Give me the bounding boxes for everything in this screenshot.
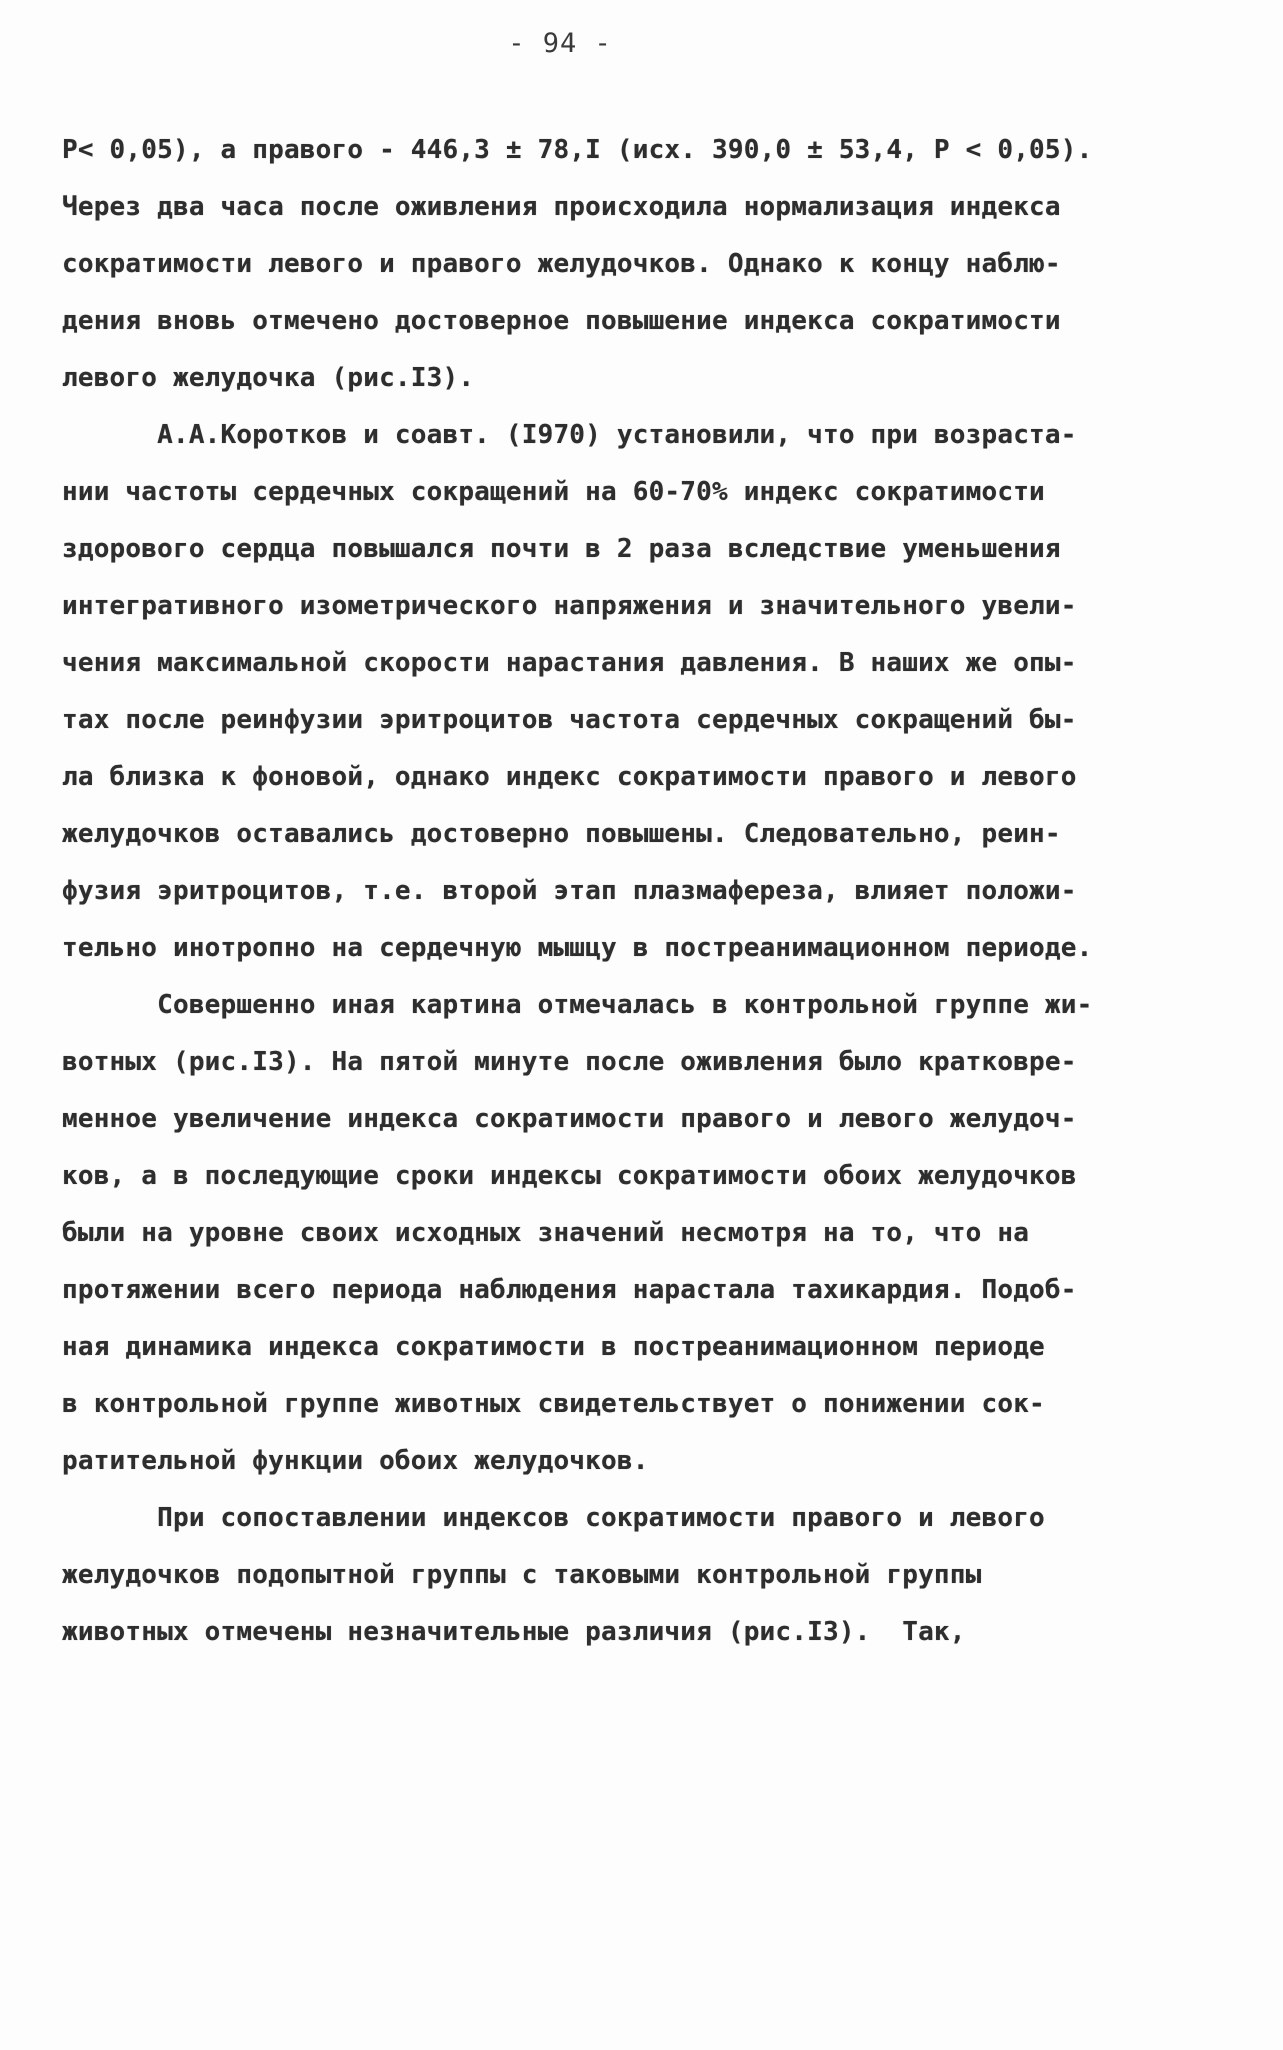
text-line: вотных (рис.I3). На пятой минуте после оживления было кратковре-	[62, 1047, 1077, 1077]
text-line: желудочков оставались достоверно повышены. Следовательно, реин-	[62, 819, 1061, 849]
text-line: фузия эритроцитов, т.е. второй этап плазмафереза, влияет положи-	[62, 876, 1077, 906]
text-line: Совершенно иная картина отмечалась в контрольной группе жи-	[62, 990, 1093, 1020]
text-line: ратительной функции обоих желудочков.	[62, 1446, 649, 1476]
text-line: дения вновь отмечено достоверное повышение индекса сократимости	[62, 306, 1061, 336]
text-line: протяжении всего периода наблюдения нарастала тахикардия. Подоб-	[62, 1275, 1077, 1305]
text-line: интегративного изометрического напряжения и значительного увели-	[62, 591, 1077, 621]
text-line: сократимости левого и правого желудочков. Однако к концу наблю-	[62, 249, 1061, 279]
document-text-body	[62, 122, 1202, 1661]
text-line: в контрольной группе животных свидетельствует о понижении сок-	[62, 1389, 1045, 1419]
text-line: нии частоты сердечных сокращений на 60-70% индекс сократимости	[62, 477, 1045, 507]
text-line: желудочков подопытной группы с таковыми контрольной группы	[62, 1560, 982, 1590]
text-line: ная динамика индекса сократимости в постреанимационном периоде	[62, 1332, 1045, 1362]
text-line: Через два часа после оживления происходила нормализация индекса	[62, 192, 1061, 222]
text-line: тельно инотропно на сердечную мышцу в постреанимационном периоде.	[62, 933, 1093, 963]
text-line: При сопоставлении индексов сократимости правого и левого	[62, 1503, 1045, 1533]
text-line: ков, а в последующие сроки индексы сократимости обоих желудочков	[62, 1161, 1077, 1191]
text-line: P< 0,05), а правого - 446,3 ± 78,I (исх. 390,0 ± 53,4, P < 0,05).	[62, 135, 1093, 165]
text-line: были на уровне своих исходных значений несмотря на то, что на	[62, 1218, 1030, 1248]
page-number: - 94 -	[508, 28, 612, 59]
text-line: левого желудочка (рис.I3).	[62, 363, 475, 393]
text-line: тах после реинфузии эритроцитов частота сердечных сокращений бы-	[62, 705, 1077, 735]
text-line: здорового сердца повышался почти в 2 раза вследствие уменьшения	[62, 534, 1061, 564]
text-line: чения максимальной скорости нарастания давления. В наших же опы-	[62, 648, 1077, 678]
text-line: А.А.Коротков и соавт. (I970) установили, что при возраста-	[62, 420, 1077, 450]
text-line: ла близка к фоновой, однако индекс сократимости правого и левого	[62, 762, 1077, 792]
text-line: животных отмечены незначительные различия (рис.I3). Так,	[62, 1617, 966, 1647]
text-line: менное увеличение индекса сократимости правого и левого желудоч-	[62, 1104, 1077, 1134]
